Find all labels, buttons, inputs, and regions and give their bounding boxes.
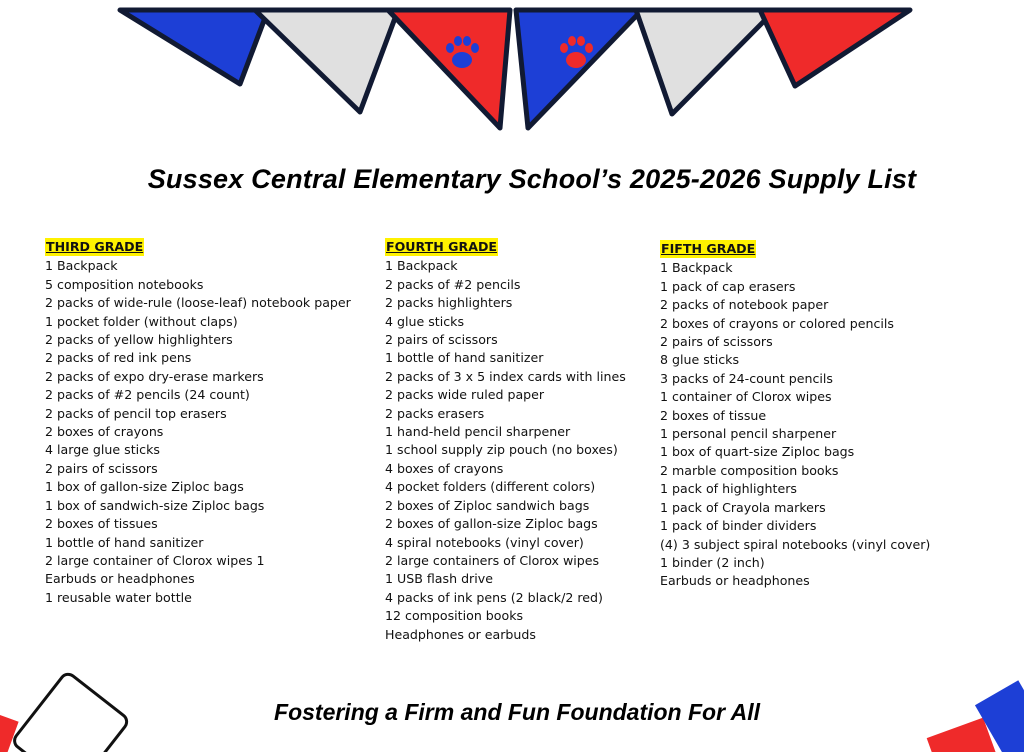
fourth-grade-column	[385, 238, 655, 644]
supply-item: 1 bottle of hand sanitizer	[45, 534, 204, 550]
supply-item: 2 packs of notebook paper	[660, 297, 829, 313]
supply-item: 12 composition books	[385, 608, 524, 624]
supply-item: 1 pack of cap erasers	[660, 278, 796, 294]
supply-item: 1 box of sandwich-size Ziploc bags	[45, 497, 265, 513]
supply-item: 1 reusable water bottle	[45, 589, 192, 605]
supply-list	[385, 257, 655, 644]
supply-item: 2 boxes of tissues	[45, 516, 158, 532]
supply-list	[660, 259, 960, 590]
supply-item: 2 packs wide ruled paper	[385, 387, 545, 403]
supply-item: (4) 3 subject spiral notebooks (vinyl cover)	[660, 536, 931, 552]
supply-item: 2 packs of red ink pens	[45, 350, 192, 366]
supply-item: 1 pack of Crayola markers	[660, 499, 826, 515]
supply-item: 1 bottle of hand sanitizer	[385, 350, 544, 366]
supply-item: 2 boxes of gallon-size Ziploc bags	[385, 516, 598, 532]
supply-item: 1 pack of binder dividers	[660, 518, 817, 534]
supply-item: 1 personal pencil sharpener	[660, 426, 837, 442]
supply-item: 1 pocket folder (without claps)	[45, 313, 238, 329]
footer-slogan: Fostering a Firm and Fun Foundation For All	[274, 699, 760, 725]
supply-item: 2 packs of #2 pencils	[385, 276, 521, 292]
supply-item: 2 marble composition books	[660, 462, 839, 478]
supply-item: 1 Backpack	[45, 258, 118, 274]
supply-item: 1 Backpack	[385, 258, 458, 274]
supply-item: 2 packs of #2 pencils (24 count)	[45, 387, 250, 403]
supply-item: 4 packs of ink pens (2 black/2 red)	[385, 589, 603, 605]
supply-item: 1 container of Clorox wipes	[660, 389, 832, 405]
supply-item: 4 large glue sticks	[45, 442, 160, 458]
supply-item: 4 glue sticks	[385, 313, 465, 329]
supply-item: 1 pack of highlighters	[660, 481, 797, 497]
supply-item: 2 large containers of Clorox wipes	[385, 552, 600, 568]
column-heading: FIFTH GRADE	[660, 240, 756, 258]
supply-item: 2 packs erasers	[385, 405, 485, 421]
supply-item: 2 packs of expo dry-erase markers	[45, 368, 264, 384]
supply-item: Earbuds or headphones	[45, 571, 195, 587]
page-title: Sussex Central Elementary School’s 2025-2026 Supply List	[147, 164, 917, 194]
supply-item: 1 USB flash drive	[385, 571, 493, 587]
supply-item: 2 boxes of tissue	[660, 407, 767, 423]
supply-item: 2 boxes of Ziploc sandwich bags	[385, 497, 590, 513]
supply-item: Headphones or earbuds	[385, 626, 536, 642]
pennant-red-paw	[388, 10, 510, 128]
supply-item: 5 composition notebooks	[45, 276, 204, 292]
supply-item: 2 boxes of crayons	[45, 424, 164, 440]
column-heading: FOURTH GRADE	[385, 238, 498, 256]
supply-item: 2 packs of wide-rule (loose-leaf) notebook paper	[45, 295, 351, 311]
supply-item: 1 Backpack	[660, 260, 733, 276]
supply-item: 2 packs highlighters	[385, 295, 513, 311]
pennant-blue-left	[120, 10, 268, 84]
supply-item: 1 school supply zip pouch (no boxes)	[385, 442, 618, 458]
supply-item: 8 glue sticks	[660, 352, 740, 368]
supply-item: 4 boxes of crayons	[385, 460, 504, 476]
supply-item: 2 packs of yellow highlighters	[45, 332, 233, 348]
fifth-grade-column	[660, 240, 960, 591]
supply-item: 1 box of gallon-size Ziploc bags	[45, 479, 244, 495]
supply-item: 4 pocket folders (different colors)	[385, 479, 596, 495]
pennant-banner	[0, 0, 1024, 135]
pennant-gray-2	[636, 10, 775, 114]
supply-item: 1 box of quart-size Ziploc bags	[660, 444, 855, 460]
supply-item: 2 pairs of scissors	[45, 460, 158, 476]
pennant-gray-1	[255, 10, 398, 112]
supply-item: 2 packs of 3 x 5 index cards with lines	[385, 368, 626, 384]
supply-item: 4 spiral notebooks (vinyl cover)	[385, 534, 584, 550]
pennant-red-right	[760, 10, 910, 86]
third-grade-column	[45, 238, 375, 607]
supply-item: 1 hand-held pencil sharpener	[385, 424, 571, 440]
pennant-blue-paw	[516, 10, 642, 128]
supply-item: 1 binder (2 inch)	[660, 554, 765, 570]
supply-item: Earbuds or headphones	[660, 573, 810, 589]
supply-item: 2 pairs of scissors	[385, 332, 498, 348]
supply-item: 3 packs of 24-count pencils	[660, 370, 833, 386]
supply-item: 2 pairs of scissors	[660, 334, 773, 350]
column-heading: THIRD GRADE	[45, 238, 144, 256]
supply-item: 2 large container of Clorox wipes 1	[45, 552, 265, 568]
supply-item: 2 packs of pencil top erasers	[45, 405, 227, 421]
supply-list	[45, 257, 375, 607]
supply-item: 2 boxes of crayons or colored pencils	[660, 315, 894, 331]
